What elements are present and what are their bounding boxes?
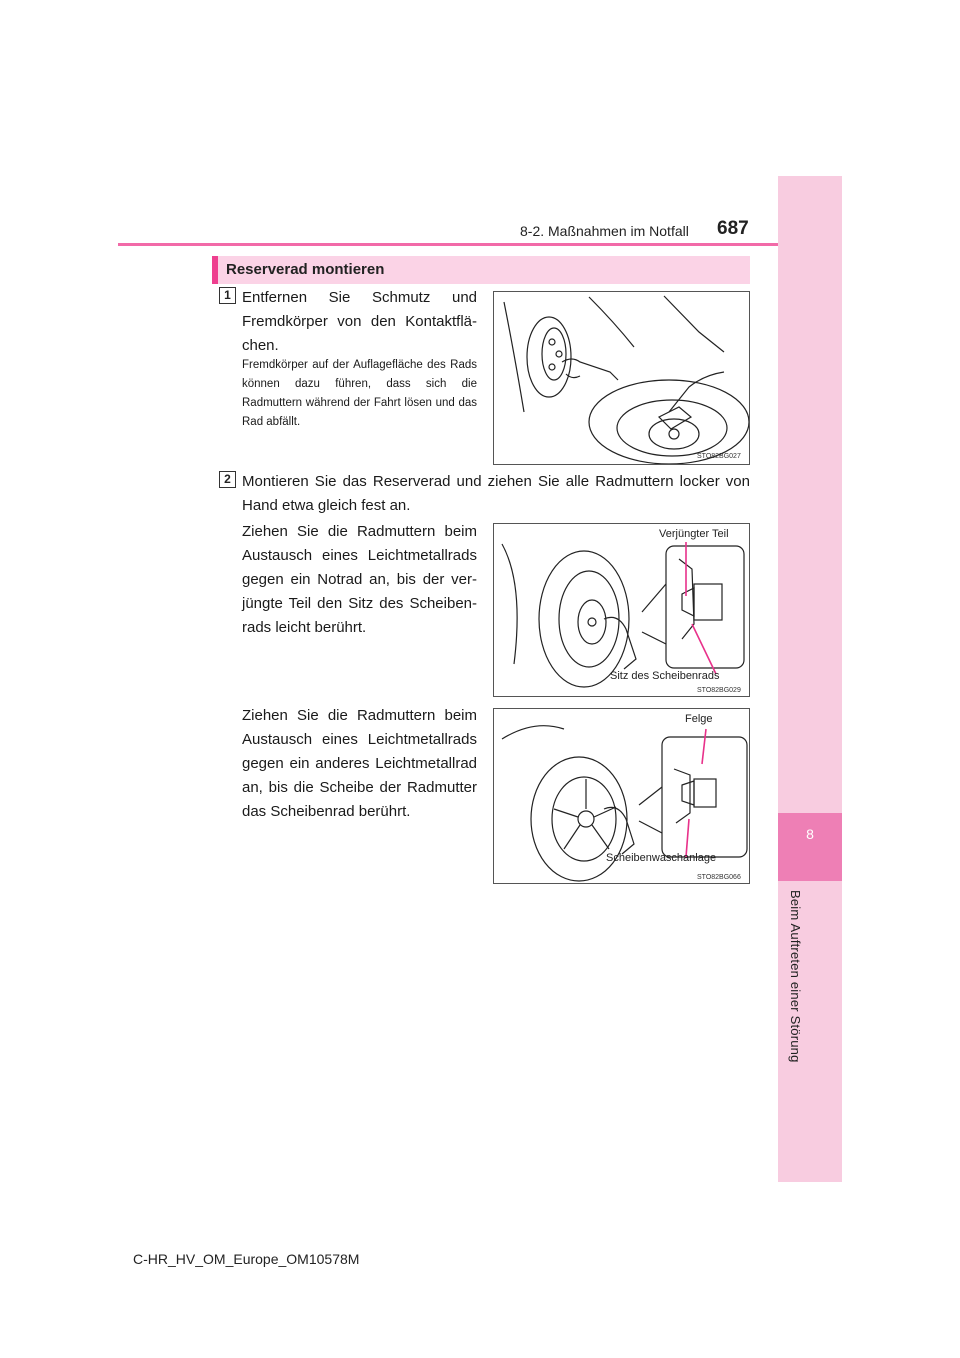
label-rim: Felge (685, 713, 713, 725)
section-title-bar (212, 256, 750, 284)
title-accent (212, 256, 218, 284)
step-2-sub-a: Ziehen Sie die Radmuttern beim Austausch eines Leichtmetallrads gegen ein Notrad an, bis der ver-jüngte Teil den Sitz des Scheiben-rads leicht berührt. (242, 523, 477, 636)
figure-id: STO82BG027 (697, 453, 741, 460)
step-2-sub-b: Ziehen Sie die Radmuttern beim Austausch eines Leichtmetallrads gegen ein anderes Leichtmetallrad an, bis die Scheibe der Radmutter das Scheibenrad berührt. (242, 707, 477, 820)
label-washer: Scheibenwaschanlage (606, 852, 717, 864)
step-1-text: Entfernen Sie Schmutz und Fremdkörper von den Kontaktflä-chen. (242, 289, 477, 354)
chapter-number: 8 (806, 826, 814, 842)
figure-id: STO82BG029 (697, 687, 741, 694)
section-reference: 8-2. Maßnahmen im Notfall (520, 223, 689, 239)
section-title: Reserverad montieren (226, 261, 385, 278)
cleaning-illustration (494, 292, 749, 464)
document-code: C-HR_HV_OM_Europe_OM10578M (133, 1251, 360, 1267)
label-tapered-part: Verjüngter Teil (659, 528, 729, 540)
figure-washer-contact (493, 708, 750, 884)
figure-id: STO82BG066 (697, 874, 741, 881)
step-1-note: Fremdkörper auf der Auflagefläche des Rads können dazu führen, dass sich die Radmuttern während der Fahrt lösen und das Rad abfällt. (242, 359, 477, 428)
step-2-marker: 2 (219, 471, 236, 488)
step-2-text: Montieren Sie das Reserverad und ziehen Sie alle Radmuttern locker von Hand etwa gleich fest an. (242, 473, 750, 514)
chapter-number-tab (778, 813, 842, 881)
page-number: 687 (717, 218, 749, 239)
label-disc-seat: Sitz des Scheibenrads (610, 670, 720, 682)
chapter-title: Beim Auftreten einer Störung (788, 890, 803, 1063)
figure-tapered-part (493, 523, 750, 697)
step-1-marker: 1 (219, 287, 236, 304)
header-rule (118, 243, 778, 246)
figure-clean-contact-surfaces (493, 291, 750, 465)
